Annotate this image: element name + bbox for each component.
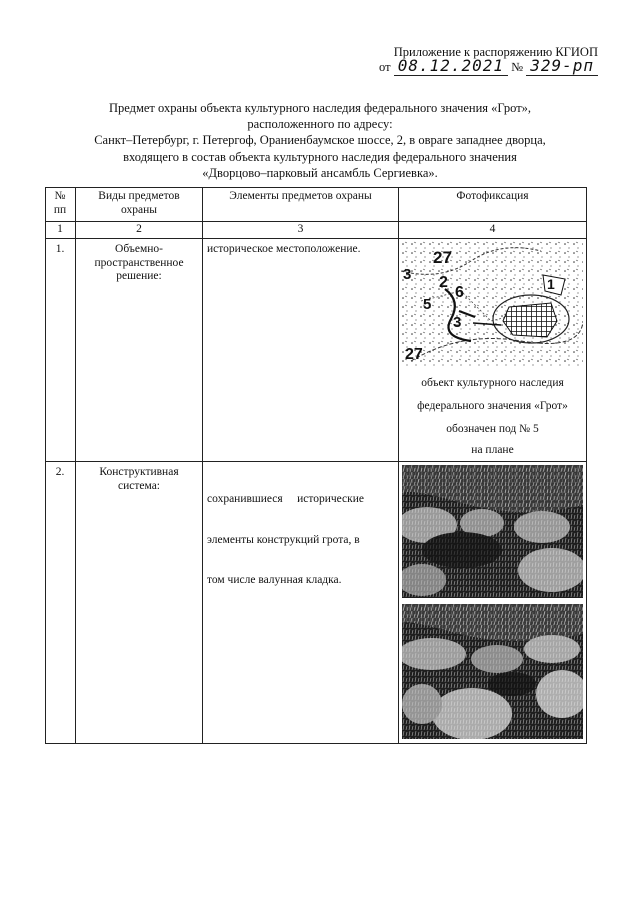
table-border [45,221,587,222]
map-label: 3 [403,266,412,283]
document-title [60,100,580,181]
map-label: 3 [453,314,462,331]
protection-kind: Конструктивная система: [99,466,179,492]
table-border [45,187,587,188]
site-plan-image [401,241,583,367]
grotto-photo-2-image [402,604,583,739]
map-label: 6 [455,284,464,301]
col-number: 3 [297,223,304,235]
order-date: 08.12.2021 [394,56,508,76]
title-line: Санкт–Петербург, г. Петергоф, Ораниенбаумское шоссе, 2, в овраге западнее дворца, [94,133,546,148]
col-number: 4 [489,223,496,235]
table-border [202,187,203,744]
map-label: 27 [433,248,452,267]
table-border [586,187,587,744]
grotto-photo-1 [402,465,583,598]
table-border [45,238,587,239]
table-border [45,743,587,744]
protection-element: историческое местоположение. [207,243,361,255]
order-number: 329-рп [526,56,598,76]
header-elements: Элементы предметов охраны [229,190,372,202]
col-number: 2 [136,223,142,235]
row-number: 1. [55,243,65,255]
col-number: 1 [57,223,63,235]
protection-element: сохранившиеся исторические элементы конструкций грота, в том числе валунная кладка. [207,493,364,586]
title-line: расположенного по адресу: [247,117,393,132]
number-label: № [511,60,524,74]
header-kinds: Виды предметов охраны [98,190,180,216]
map-label: 5 [423,296,432,313]
header-photo: Фотофиксация [456,190,529,202]
title-line: Предмет охраны объекта культурного наследия федерального значения «Грот», [108,101,532,115]
grotto-photo-1-image [402,465,583,598]
map-label: 2 [439,274,448,291]
row-number: 2. [55,466,65,478]
protection-table [45,187,587,744]
from-label: от [379,60,391,74]
map-label: 1 [547,276,555,292]
order-date-number [379,58,598,75]
table-border [45,461,587,462]
header-num: № пп [53,190,67,216]
appendix-header: Приложение к распоряжению КГИОП [393,45,598,59]
site-plan-caption: объект культурного наследия федерального значения «Грот» обозначен под № 5 на плане [417,377,568,456]
grotto-photo-2 [402,604,583,739]
map-label: 27 [405,346,423,363]
title-line: входящего в состав объекта культурного наследия федерального значения [123,149,517,164]
protection-kind: Объемно- пространственное решение: [94,243,184,282]
title-line: «Дворцово–парковый ансамбль Сергиевка». [202,165,438,180]
site-plan-map [401,241,583,367]
table-border [398,187,399,744]
